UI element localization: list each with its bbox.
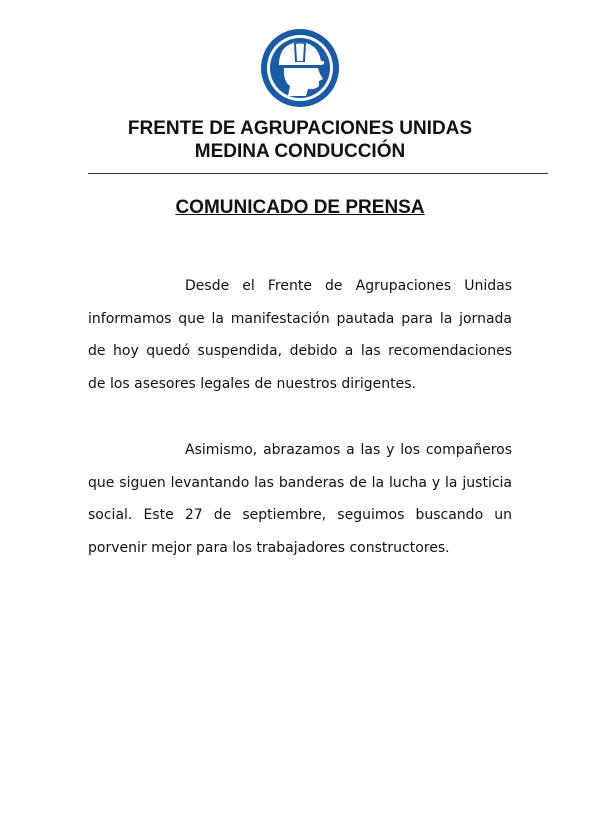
organization-subtitle: MEDINA CONDUCCIÓN <box>194 141 406 162</box>
header-divider <box>88 173 548 174</box>
worker-helmet-icon <box>260 28 340 108</box>
body-paragraph-1: Desde el Frente de Agrupaciones Unidas informamos que la manifestación pautada para la jornada de hoy quedó suspendida, debido a las recomendaciones de los asesores legales de nuestros dirigentes. <box>88 278 512 393</box>
body-paragraph-2: Asimismo, abrazamos a las y los compañeros que siguen levantando las banderas de la lucha y la justicia social. Este 27 de septiembre, seguimos buscando un porvenir mejor para los trabajadores constructores. <box>88 442 512 557</box>
organization-name: FRENTE DE AGRUPACIONES UNIDAS <box>127 118 473 139</box>
document-title: COMUNICADO DE PRENSA <box>175 197 425 218</box>
